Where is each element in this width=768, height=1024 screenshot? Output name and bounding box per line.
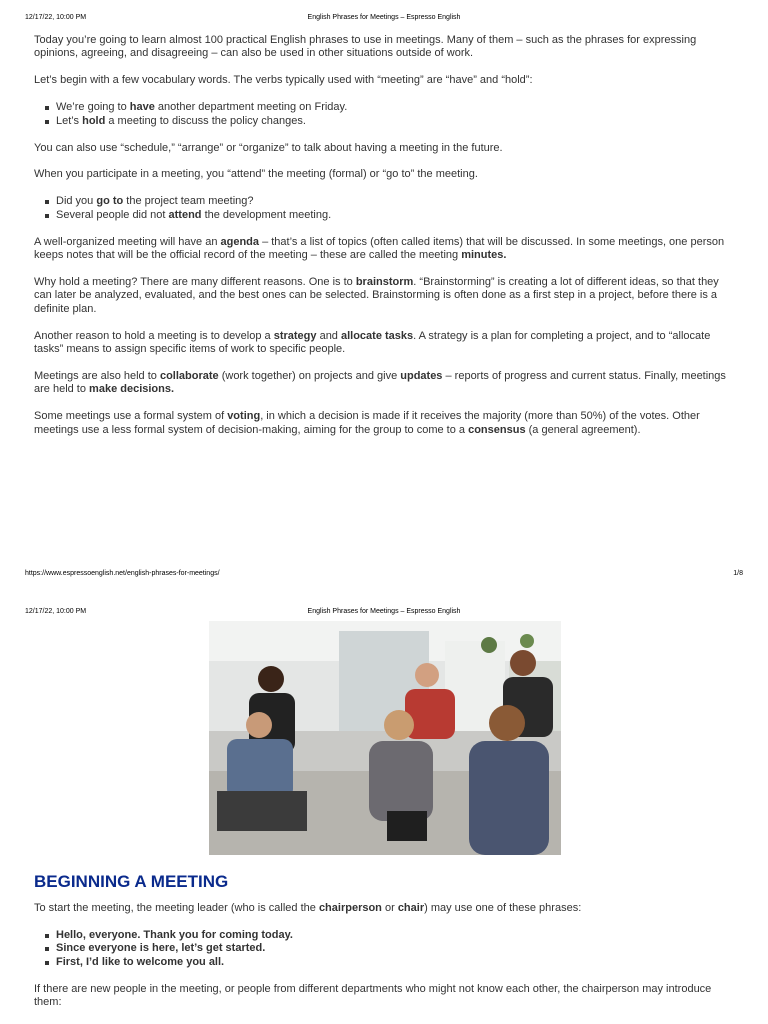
print-datetime: 12/17/22, 10:00 PM — [25, 14, 87, 21]
agenda-paragraph: A well-organized meeting will have an agenda – that’s a list of topics (often called items) that will be discussed. In some meetings, one person keeps notes that will be the official record of the meeting – these are called the meeting minutes. — [34, 235, 725, 262]
list-item: Since everyone is here, let’s get started. — [56, 942, 738, 955]
print-url: https://www.espressoenglish.net/english-phrases-for-meetings/ — [25, 570, 220, 577]
list-item: We’re going to have another department meeting on Friday. — [56, 101, 738, 114]
attend-examples — [34, 195, 738, 222]
brainstorm-paragraph: Why hold a meeting? There are many different reasons. One is to brainstorm. “Brainstorming” is creating a lot of different ideas, so that they can later be analyzed, evaluated, and the best ones can be selected. Brainstorming is often done as a first step in a project, before there is a definite plan. — [34, 275, 719, 315]
schedule-paragraph: You can also use “schedule,” “arrange” or “organize” to talk about having a meeting in the future. — [34, 141, 503, 154]
list-item: First, I’d like to welcome you all. — [56, 956, 738, 969]
list-item: Let’s hold a meeting to discuss the policy changes. — [56, 115, 738, 128]
print-footer-page-1 — [25, 570, 743, 577]
introduce-paragraph: If there are new people in the meeting, or people from different departments who might not know each other, the chairperson may introduce them: — [34, 982, 712, 1009]
print-header-page-1 — [25, 14, 743, 21]
meeting-photo-illustration — [209, 621, 561, 855]
list-item: Hello, everyone. Thank you for coming today. — [56, 929, 738, 942]
strategy-paragraph: Another reason to hold a meeting is to develop a strategy and allocate tasks. A strategy is a plan for completing a project, and to “allocate tasks” means to assign specific items of work to specific people. — [34, 329, 711, 356]
print-title: English Phrases for Meetings – Espresso English — [307, 608, 461, 615]
have-hold-examples — [34, 101, 738, 128]
start-paragraph: To start the meeting, the meeting leader (who is called the chairperson or chair) may use one of these phrases: — [34, 902, 582, 914]
intro-paragraph: Today you’re going to learn almost 100 practical English phrases to use in meetings. Many of them – such as the phrases for expressing opinions, agreeing, and disagreeing – can also be used in other situations outside of work. — [34, 34, 697, 60]
attend-paragraph: When you participate in a meeting, you “attend” the meeting (formal) or “go to” the meeting. — [34, 168, 478, 181]
page-number: 1/8 — [733, 570, 743, 577]
article-body-page-2 — [34, 872, 738, 1023]
article-body-page-1 — [34, 34, 738, 451]
section-heading-beginning-a-meeting: BEGINNING A MEETING — [34, 872, 229, 891]
vocab-intro-paragraph: Let’s begin with a few vocabulary words. The verbs typically used with “meeting” are “have” and “hold”: — [34, 74, 533, 87]
opening-phrases-list — [34, 929, 738, 969]
print-header-page-2 — [25, 608, 743, 615]
collaborate-paragraph: Meetings are also held to collaborate (work together) on projects and give updates – reports of progress and current status. Finally, meetings are held to make decisions. — [34, 370, 726, 396]
meeting-photo — [209, 621, 561, 855]
voting-paragraph: Some meetings use a formal system of voting, in which a decision is made if it receives the majority (more than 50%) of the votes. Other meetings use a less formal system of decision-making, aiming for the group to come to a consensus (a general agreement). — [34, 410, 700, 436]
list-item: Several people did not attend the development meeting. — [56, 209, 738, 222]
print-datetime: 12/17/22, 10:00 PM — [25, 608, 87, 615]
print-title: English Phrases for Meetings – Espresso English — [307, 14, 461, 21]
list-item: Did you go to the project team meeting? — [56, 195, 738, 208]
